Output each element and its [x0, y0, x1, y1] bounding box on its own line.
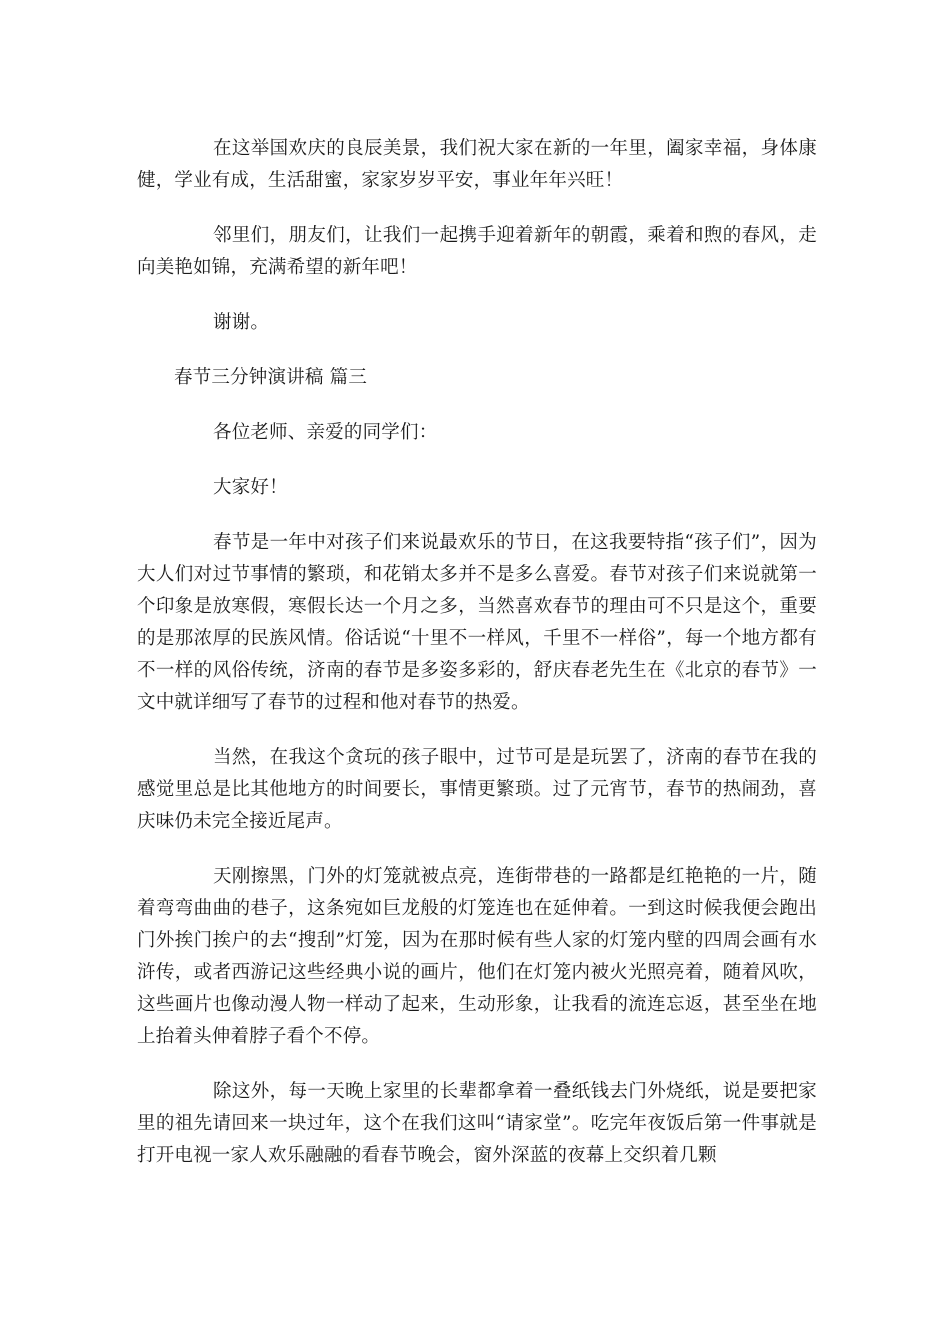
paragraph-ancestors: 除这外，每一天晚上家里的长辈都拿着一叠纸钱去门外烧纸，说是要把家里的祖先请回来一块过年，这个在我们这叫“请家堂”。吃完年夜饭后第一件事就是打开电视一家人欢乐融融的看春节晚会，窗外深蓝的夜幕上交织着几颗: [137, 1081, 817, 1166]
paragraph-blessing: 在这举国欢庆的良辰美景，我们祝大家在新的一年里，阖家幸福，身体康健，学业有成，生活甜蜜，家家岁岁平安，事业年年兴旺！: [137, 138, 817, 191]
section-heading: 春节三分钟演讲稿 篇三: [174, 367, 368, 388]
paragraph-spring-festival: 春节是一年中对孩子们来说最欢乐的节日，在这我要特指“孩子们”，因为大人们对过节事情的繁琐，和花销太多并不是多么喜爱。春节对孩子们来说就第一个印象是放寒假，寒假长达一个月之多，当然喜欢春节的理由可不只是这个，重要的是那浓厚的民族风情。俗话说“十里不一样风，千里不一样俗”，每一个地方都有不一样的风俗传统，济南的春节是多姿多彩的，舒庆春老先生在《北京的春节》一文中就详细写了春节的过程和他对春节的热爱。: [137, 532, 817, 713]
paragraph-invitation: 邻里们，朋友们，让我们一起携手迎着新年的朝霞，乘着和煦的春风，走向美艳如锦，充满希望的新年吧！: [137, 225, 817, 278]
paragraph-thanks: 谢谢。: [213, 312, 270, 333]
paragraph-lanterns: 天刚擦黑，门外的灯笼就被点亮，连街带巷的一路都是红艳艳的一片，随着弯弯曲曲的巷子，这条宛如巨龙般的灯笼连也在延伸着。一到这时候我便会跑出门外挨门挨户的去“搜刮”灯笼，因为在那时候有些人家的灯笼内壁的四周会画有水浒传，或者西游记这些经典小说的画片，他们在灯笼内被火光照亮着，随着风吹，这些画片也像动漫人物一样动了起来，生动形象，让我看的流连忘返，甚至坐在地上抬着头伸着脖子看个不停。: [137, 866, 817, 1047]
paragraph-jinan-festival: 当然，在我这个贪玩的孩子眼中，过节可是是玩罢了，济南的春节在我的感觉里总是比其他地方的时间要长，事情更繁琐。过了元宵节，春节的热闹劲，喜庆味仍未完全接近尾声。: [137, 747, 817, 832]
paragraph-salutation: 各位老师、亲爱的同学们：: [213, 422, 438, 443]
paragraph-greeting: 大家好！: [213, 477, 288, 498]
document-body: [137, 133, 817, 1195]
